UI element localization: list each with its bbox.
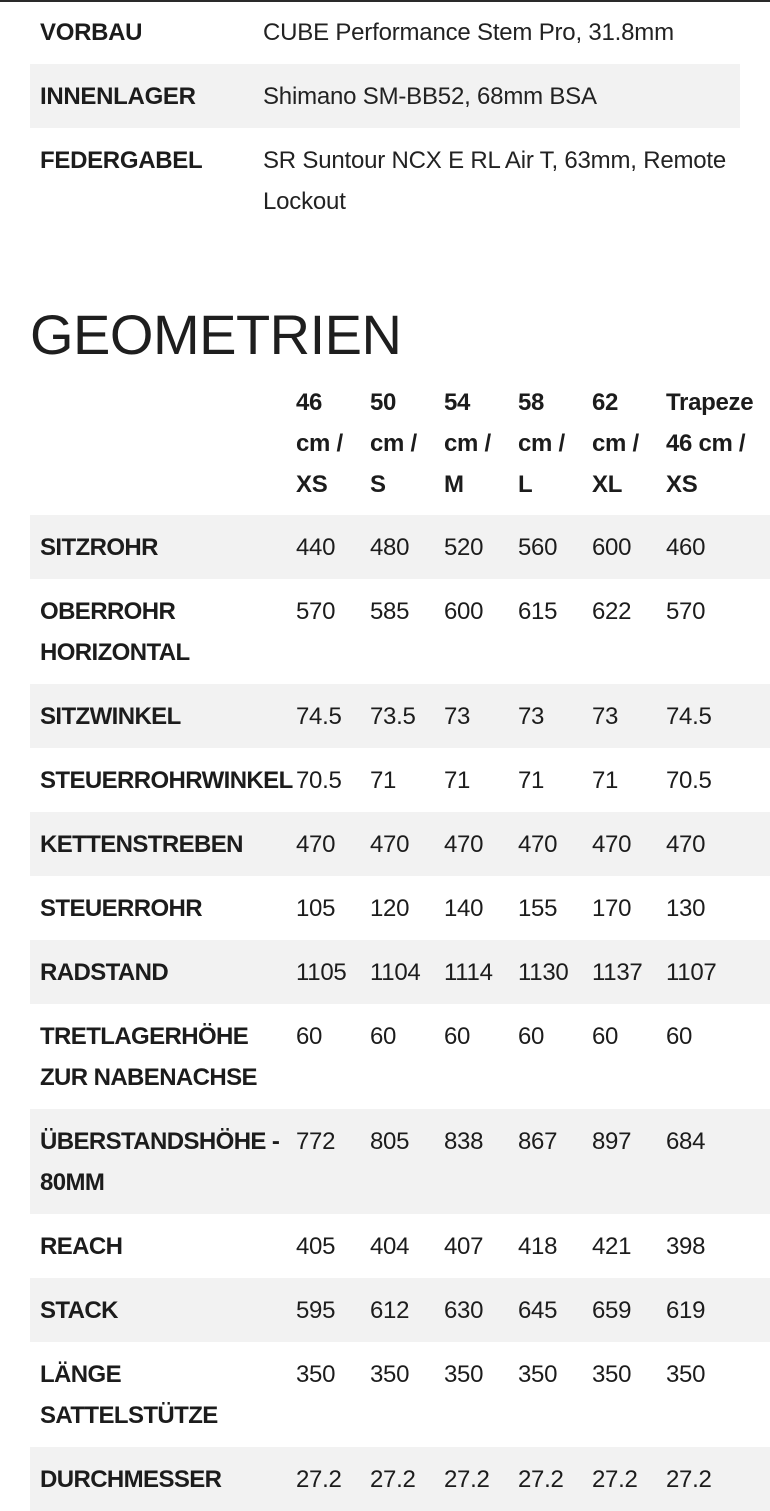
table-cell: 120 [370,895,410,922]
table-cell: 27.2 [370,1466,416,1493]
table-row [30,748,770,812]
table-cell: 27.2 [518,1466,564,1493]
table-cell: 155 [518,895,558,922]
table-cell: 480 [370,534,410,561]
table-cell: 60 [666,1023,693,1050]
table-row [30,1342,770,1447]
table-cell: 805 [370,1128,410,1155]
table-cell: 630 [444,1297,484,1324]
table-cell: 105 [296,895,336,922]
table-cell: 74.5 [666,703,712,730]
table-row [30,515,770,579]
table-cell: 60 [592,1023,619,1050]
component-spec-table [30,0,740,233]
table-cell: 70.5 [296,767,342,794]
row-label: STEUERROHRWINKEL [40,767,293,794]
table-cell: 1107 [666,959,717,986]
table-row [30,579,770,684]
table-cell: 60 [370,1023,397,1050]
size-header: 62 cm / XL [592,389,639,498]
geometry-section-title: GEOMETRIEN [30,303,402,366]
table-row [30,684,770,748]
table-cell: 60 [296,1023,323,1050]
spec-value: Shimano SM-BB52, 68mm BSA [263,83,597,110]
table-cell: 570 [666,598,706,625]
table-cell: 470 [444,831,484,858]
table-row [30,940,770,1004]
table-cell: 350 [518,1361,558,1388]
size-header: 50 cm / S [370,389,417,498]
row-label: TRETLAGERHÖHE ZUR NABENACHSE [40,1023,257,1091]
row-label: DURCHMESSER [40,1466,222,1493]
table-cell: 684 [666,1128,706,1155]
table-cell: 418 [518,1233,558,1260]
table-cell: 1137 [592,959,643,986]
table-cell: 470 [370,831,410,858]
table-cell: 1114 [444,959,493,986]
spec-label: VORBAU [40,19,143,46]
table-cell: 350 [592,1361,632,1388]
geometry-table-body [30,515,770,1511]
row-label: KETTENSTREBEN [40,831,243,858]
spec-value: CUBE Performance Stem Pro, 31.8mm [263,19,674,46]
table-cell: 350 [666,1361,706,1388]
table-cell: 612 [370,1297,410,1324]
table-cell: 350 [296,1361,336,1388]
table-cell: 404 [370,1233,410,1260]
table-cell: 73 [592,703,619,730]
row-label: RADSTAND [40,959,169,986]
row-label: OBERROHR HORIZONTAL [40,598,190,666]
table-cell: 73.5 [370,703,416,730]
table-cell: 71 [592,767,619,794]
row-label: SITZROHR [40,534,158,561]
table-cell: 398 [666,1233,706,1260]
table-cell: 60 [518,1023,545,1050]
table-cell: 470 [296,831,336,858]
geometry-table [30,382,770,1511]
table-cell: 645 [518,1297,558,1324]
table-cell: 1105 [296,959,347,986]
table-cell: 622 [592,598,632,625]
size-header: 58 cm / L [518,389,565,498]
table-cell: 27.2 [444,1466,490,1493]
table-cell: 897 [592,1128,632,1155]
table-cell: 1130 [518,959,569,986]
row-label: SITZWINKEL [40,703,181,730]
table-cell: 71 [518,767,545,794]
table-cell: 421 [592,1233,632,1260]
table-cell: 659 [592,1297,632,1324]
table-cell: 350 [370,1361,410,1388]
size-header: 46 cm / XS [296,389,343,498]
table-cell: 867 [518,1128,558,1155]
table-cell: 27.2 [296,1466,342,1493]
table-cell: 440 [296,534,336,561]
table-cell: 27.2 [666,1466,712,1493]
table-cell: 130 [666,895,706,922]
table-cell: 595 [296,1297,336,1324]
table-row [30,1214,770,1278]
table-row [30,1004,770,1109]
table-row [30,1447,770,1511]
table-cell: 73 [444,703,471,730]
row-label: STEUERROHR [40,895,203,922]
table-row [30,1278,770,1342]
table-cell: 600 [592,534,632,561]
table-cell: 1104 [370,959,421,986]
table-cell: 73 [518,703,545,730]
table-cell: 520 [444,534,484,561]
table-cell: 27.2 [592,1466,638,1493]
table-cell: 470 [518,831,558,858]
row-label: LÄNGE SATTELSTÜTZE [40,1361,218,1429]
table-cell: 470 [592,831,632,858]
row-label: STACK [40,1297,118,1324]
spec-row-vorbau [30,0,740,64]
spec-label: FEDERGABEL [40,147,203,174]
table-cell: 615 [518,598,558,625]
table-cell: 74.5 [296,703,342,730]
table-row [30,1109,770,1214]
table-cell: 170 [592,895,632,922]
table-cell: 71 [444,767,471,794]
table-cell: 140 [444,895,484,922]
table-row [30,812,770,876]
table-cell: 60 [444,1023,471,1050]
table-cell: 71 [370,767,397,794]
table-cell: 350 [444,1361,484,1388]
size-header: Trapeze 46 cm / XS [666,389,754,498]
table-cell: 600 [444,598,484,625]
table-cell: 560 [518,534,558,561]
spec-label: INNENLAGER [40,83,196,110]
table-cell: 585 [370,598,410,625]
table-cell: 570 [296,598,336,625]
table-cell: 470 [666,831,706,858]
spec-row-federgabel [30,128,740,233]
table-cell: 407 [444,1233,484,1260]
geometry-header-row [30,382,770,515]
spec-row-innenlager [30,64,740,128]
table-cell: 70.5 [666,767,712,794]
table-cell: 772 [296,1128,336,1155]
table-row [30,876,770,940]
spec-value: SR Suntour NCX E RL Air T, 63mm, Remote Lockout [263,147,727,215]
table-cell: 405 [296,1233,336,1260]
row-label: ÜBERSTANDSHÖHE - 80MM [40,1128,280,1196]
table-cell: 838 [444,1128,484,1155]
table-cell: 619 [666,1297,706,1324]
row-label: REACH [40,1233,123,1260]
size-header: 54 cm / M [444,389,491,498]
table-cell: 460 [666,534,706,561]
